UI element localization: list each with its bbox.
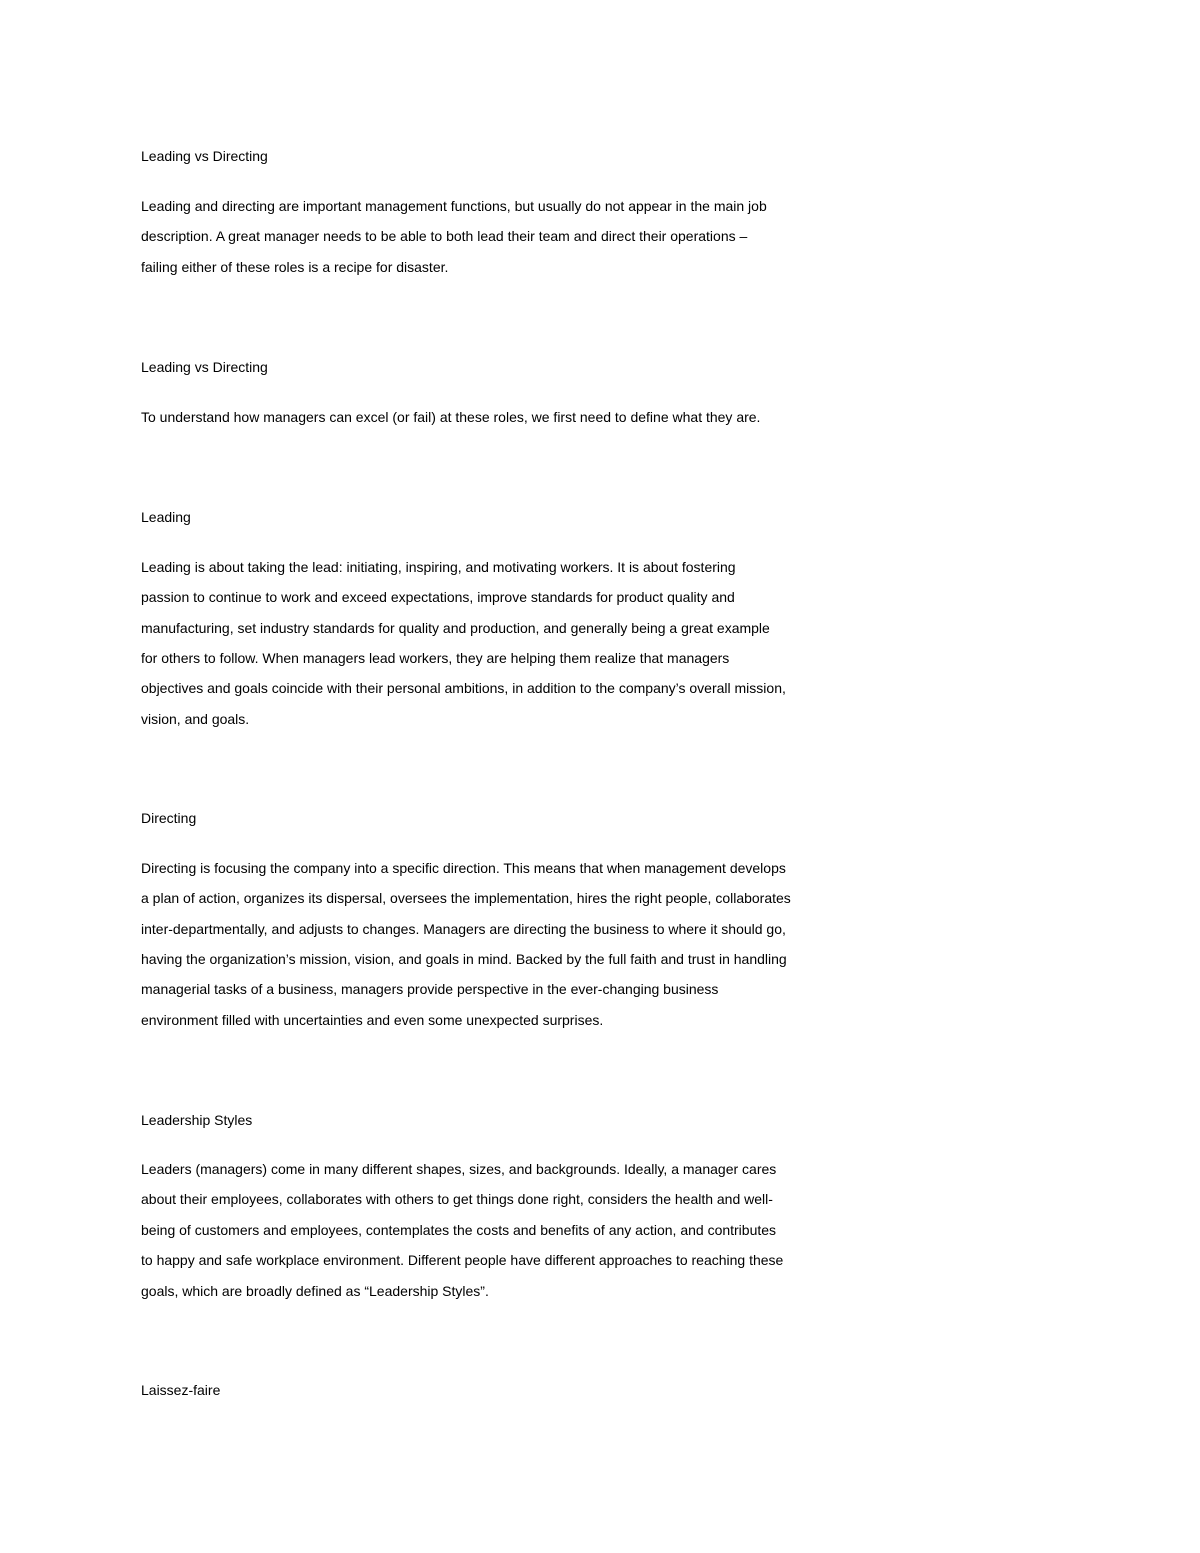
- paragraph-line: inter-departmentally, and adjusts to changes. Managers are directing the business to where it should go,: [141, 921, 786, 937]
- section-heading: Laissez-faire: [141, 1382, 221, 1398]
- paragraph-line: vision, and goals.: [141, 711, 250, 727]
- section-heading: Directing: [141, 810, 197, 826]
- section-heading: Leadership Styles: [141, 1112, 253, 1128]
- paragraph-line: environment filled with uncertainties and even some unexpected surprises.: [141, 1012, 604, 1028]
- paragraph-line: goals, which are broadly defined as “Leadership Styles”.: [141, 1283, 489, 1299]
- paragraph-line: To understand how managers can excel (or fail) at these roles, we first need to define what they are.: [141, 409, 761, 425]
- section-heading: Leading vs Directing: [141, 359, 268, 375]
- paragraph-line: managerial tasks of a business, managers provide perspective in the ever-changing business: [141, 981, 719, 997]
- paragraph-line: description. A great manager needs to be able to both lead their team and direct their operations –: [141, 228, 748, 244]
- paragraph-line: Leading is about taking the lead: initiating, inspiring, and motivating workers. It is about fostering: [141, 559, 736, 575]
- paragraph-line: Directing is focusing the company into a specific direction. This means that when management develops: [141, 860, 786, 876]
- paragraph-line: Leading and directing are important management functions, but usually do not appear in the main job: [141, 198, 767, 214]
- paragraph-line: about their employees, collaborates with others to get things done right, considers the health and well-: [141, 1191, 773, 1207]
- paragraph-line: failing either of these roles is a recipe for disaster.: [141, 259, 449, 275]
- paragraph-line: being of customers and employees, contemplates the costs and benefits of any action, and contributes: [141, 1222, 777, 1238]
- paragraph-line: a plan of action, organizes its dispersal, oversees the implementation, hires the right people, collaborates: [141, 890, 791, 906]
- paragraph-line: objectives and goals coincide with their personal ambitions, in addition to the company’s overall mission,: [141, 680, 786, 696]
- paragraph-line: to happy and safe workplace environment. Different people have different approaches to reaching these: [141, 1252, 784, 1268]
- section-heading: Leading vs Directing: [141, 148, 268, 164]
- paragraph-line: for others to follow. When managers lead workers, they are helping them realize that managers: [141, 650, 730, 666]
- paragraph-line: manufacturing, set industry standards for quality and production, and generally being a great example: [141, 620, 770, 636]
- section-heading: Leading: [141, 509, 191, 525]
- paragraph-line: passion to continue to work and exceed expectations, improve standards for product quality and: [141, 589, 735, 605]
- paragraph-line: having the organization’s mission, vision, and goals in mind. Backed by the full faith and trust in handling: [141, 951, 787, 967]
- paragraph-line: Leaders (managers) come in many different shapes, sizes, and backgrounds. Ideally, a manager cares: [141, 1161, 777, 1177]
